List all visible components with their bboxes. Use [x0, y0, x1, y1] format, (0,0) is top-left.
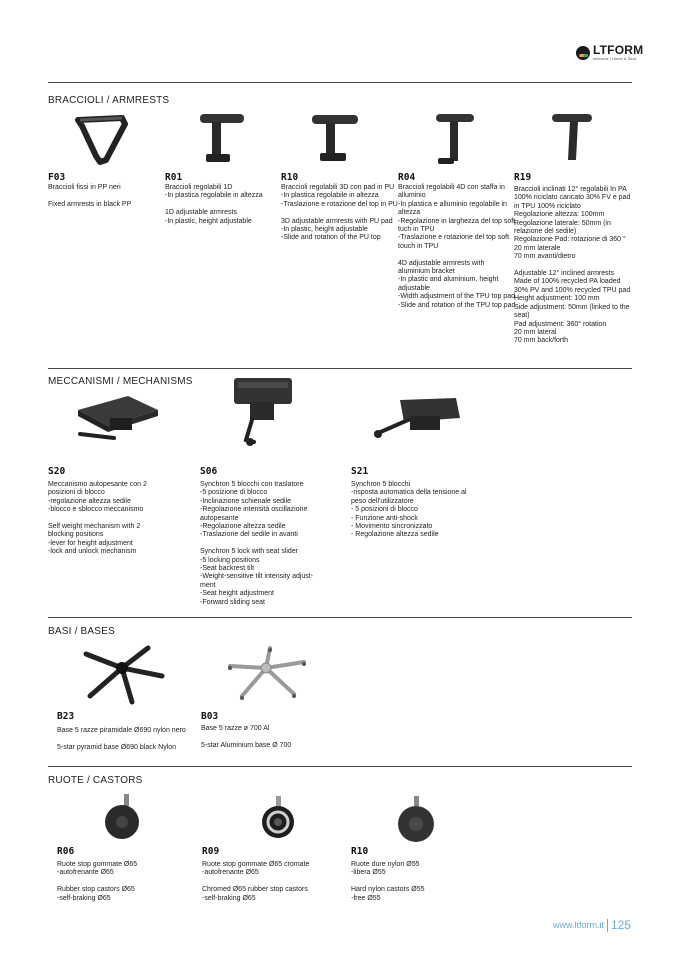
section-divider [48, 617, 632, 618]
product-description: Braccioli fissi in PP neri Fixed armrests in black PP [48, 184, 132, 208]
brand-name: LTFORM [593, 43, 644, 57]
fixed-armrest-icon [72, 112, 132, 168]
product-code: R04 [398, 172, 416, 183]
castor-icon [252, 794, 302, 842]
product-description: Braccioli regolabili 4D con staffa in alluminio -In plastica e alluminio regolabile in altezza -Regolazione in larghezza del top soft tuch in TPU -Traslazione e rotazione del top soft touch in TPU 4D adjustable armrests with aluminium bracket -In plastic and aluminium, height adjustable -Width adjustment of the TPU top pad -Slide and rotation of the TPU top pad [398, 184, 516, 309]
brand-logo [576, 44, 643, 61]
product-description: Base 5 razze ø 700 Al 5-star Aluminium base Ø 700 [201, 725, 292, 749]
t-armrest-icon [548, 108, 598, 166]
product-description: Ruote stop gommate Ø65 cromate -autofrenante Ø65 Chromed Ø65 rubber stop castors -self-braking Ø65 [202, 861, 310, 902]
mechanism-icon [228, 370, 300, 452]
section-title-castors: RUOTE / CASTORS [48, 775, 143, 786]
product-code: B23 [57, 711, 75, 722]
section-divider [48, 766, 632, 767]
adjustable-armrest-icon [192, 110, 252, 168]
section-title-armrests: BRACCIOLI / ARMRESTS [48, 95, 170, 106]
product-description: Ruote stop gommate Ø65 -autofrenante Ø65 Rubber stop castors Ø65 -self-braking Ø65 [57, 861, 138, 902]
castor-icon [394, 794, 440, 844]
product-description: Braccioli regolabili 1D -In plastica regolabile in altezza 1D adjustable armrests -In plastic, height adjustable [165, 184, 263, 225]
product-description: Synchron 5 blocchi -risposta automatica della tensione al peso dell'utilizzatore - 5 posizioni di blocco - Funzione anti-shock - Movimento sincronizzato - Regolazione altezza sedile [351, 481, 467, 539]
product-code: S06 [200, 466, 218, 477]
product-code: B03 [201, 711, 219, 722]
footer-url[interactable]: www.ltform.it [552, 920, 604, 930]
mechanism-icon [70, 388, 166, 450]
section-title-mechanisms: MECCANISMI / MECHANISMS [48, 376, 193, 387]
page-number: 125 [610, 918, 631, 932]
section-title-bases: BASI / BASES [48, 626, 115, 637]
logo-icon [576, 46, 590, 60]
product-code: S20 [48, 466, 66, 477]
mechanism-icon [370, 390, 466, 448]
product-description: Ruote dure nylon Ø55 -libera Ø55 Hard nylon castors Ø55 -free Ø55 [351, 861, 425, 902]
product-code: R01 [165, 172, 183, 183]
product-description: Meccanismo autopesante con 2 posizioni di blocco -regolazione altezza sedile -blocco e sblocco meccanismo Self weight mechanism with 2 blocking positions -lever for height adjustment -lock and unlock mechanism [48, 481, 147, 556]
castor-icon [100, 792, 144, 842]
t-armrest-icon [428, 110, 478, 168]
product-description: Synchron 5 blocchi con traslatore -5 posizione di blocco -Inclinazione schienale sedile -Regolazione intensità oscillazione autopesante -Regolazione altezza sedile -Traslazione del sedile in avanti Synchron 5 lock with seat slider -5 locking positions -Seat backrest tilt -Weight-sensitive tilt intensity adjust-ment -Seat height adjustment -Forward sliding seat [200, 481, 314, 606]
star-base-icon [224, 644, 310, 704]
product-code: R10 [351, 846, 369, 857]
product-code: R19 [514, 172, 532, 183]
adjustable-armrest-icon [306, 110, 366, 168]
product-code: R10 [281, 172, 299, 183]
section-divider [48, 368, 632, 369]
product-description: Braccioli inclinati 12° regolabili In PA 100% riciclato caricato 30% FV e pad in TPU 100% riciclato Regolazione altezza: 100mm Regolazione laterale: 50mm (in relazione del sedile) Regolazione Pad: rotazione di 360 ° 20 mm laterale 70 mm avanti/dietro Adjustable 12° inclined armrests Made of 100% recycled PA loaded 30% PV and 100% recycled TPU pad Height adjustment: 100 mm Side adjustment: 50mm (linked to the seat) Pad adjustment: 360° rotation 20 mm lateral 70 mm back/forth [514, 186, 631, 345]
product-code: F03 [48, 172, 66, 183]
product-code: S21 [351, 466, 369, 477]
brand-tagline: welcome | Home & Seat [593, 56, 636, 61]
product-description: Base 5 razze piramidale Ø690 nylon nero 5-star pyramid base Ø690 black Nylon [57, 727, 186, 751]
section-divider [48, 82, 632, 83]
star-base-icon [78, 640, 166, 706]
page-footer [553, 918, 631, 932]
product-description: Braccioli regolabili 3D con pad in PU -In plastica regolabile in altezza -Traslazione e rotazione del top in PU 3D adjustable armrests with PU pad -In plastic, height adjustable -Slide and rotation of the PU top [281, 184, 398, 242]
product-code: R09 [202, 846, 220, 857]
footer-divider [607, 919, 608, 932]
product-code: R06 [57, 846, 75, 857]
